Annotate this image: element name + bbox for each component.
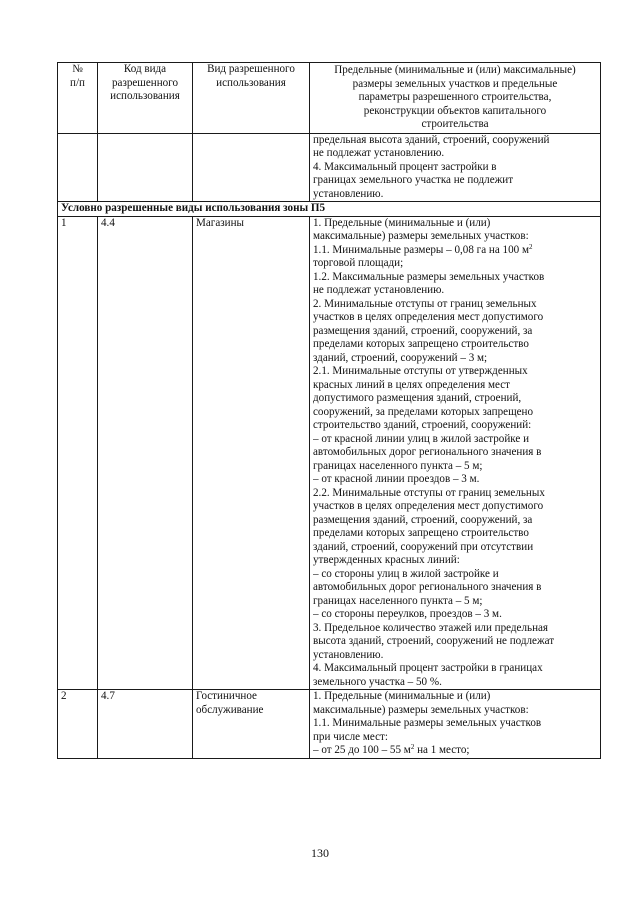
text-line: пределами которых запрещено строительство bbox=[313, 527, 529, 539]
text-line: максимальные) размеры земельных участков: bbox=[313, 230, 529, 242]
empty-cell bbox=[58, 133, 98, 202]
text-line: – со стороны переулков, проездов – 3 м. bbox=[313, 608, 502, 620]
text-line: 3. Предельное количество этажей или предельная bbox=[313, 621, 549, 634]
text-line: не подлежат установлению. bbox=[313, 284, 445, 296]
text-line: высота зданий, строений, сооружений не подлежат bbox=[313, 635, 555, 647]
text-line: размещения зданий, строений, сооружений, за bbox=[313, 513, 533, 526]
text-line: зданий, строений, сооружений – 3 м; bbox=[313, 351, 488, 364]
text-line: установлению. bbox=[313, 648, 384, 661]
text-line: 4. Максимальный процент застройки в границах bbox=[313, 662, 543, 674]
text-line: – от 25 до 100 – 55 $м^2$ на 1 место; bbox=[313, 744, 470, 756]
row-number: 2 bbox=[58, 690, 98, 759]
text-line: 4. Максимальный процент застройки в bbox=[313, 160, 497, 173]
row-parameters bbox=[310, 690, 601, 759]
header-text: параметры разрешенного строительства, bbox=[358, 91, 552, 103]
header-text: размеры земельных участков и предельные bbox=[352, 77, 558, 90]
header-text: п/п bbox=[70, 76, 85, 89]
text-line: 2. Минимальные отступы от границ земельных bbox=[313, 297, 537, 310]
text-line: обслуживание bbox=[196, 703, 264, 716]
text-line: пределами которых запрещено строительство bbox=[313, 338, 529, 350]
header-text: Предельные (минимальные и (или) максимальные) bbox=[334, 64, 576, 76]
header-text: использования bbox=[216, 76, 286, 89]
text-line: земельного участка – 50 %. bbox=[313, 675, 442, 688]
text-line: 1. Предельные (минимальные и (или) bbox=[313, 216, 491, 229]
text-line: – от красной линии улиц в жилой застройке и bbox=[313, 432, 530, 445]
text-line: предельная высота зданий, строений, сооружений bbox=[313, 133, 550, 146]
text-line: автомобильных дорог регионального значения в bbox=[313, 581, 542, 593]
text-line: красных линий в целях определения мест bbox=[313, 378, 510, 391]
header-text: реконструкции объектов капитального bbox=[363, 104, 547, 117]
row-code: 4.4 bbox=[98, 216, 193, 690]
text-line: 1.1. Минимальные размеры – 0,08 га на 100 $м^2$ bbox=[313, 243, 533, 256]
header-text: использования bbox=[110, 90, 180, 102]
text-line: автомобильных дорог регионального значения в bbox=[313, 446, 542, 458]
header-text: Код вида bbox=[123, 63, 167, 75]
text-line: при числе мест: bbox=[313, 730, 388, 743]
header-parameters bbox=[310, 63, 601, 134]
header-text: № bbox=[72, 63, 83, 75]
zoning-table bbox=[57, 62, 601, 759]
empty-cell bbox=[98, 133, 193, 202]
row-use-name bbox=[193, 690, 310, 759]
header-text: разрешенного bbox=[111, 76, 179, 89]
text-line: Гостиничное bbox=[196, 690, 257, 702]
section-row bbox=[58, 202, 601, 217]
text-line: размещения зданий, строений, сооружений, за bbox=[313, 324, 533, 337]
page-number: 130 bbox=[311, 846, 329, 860]
header-text: строительства bbox=[421, 118, 489, 130]
row-number: 1 bbox=[58, 216, 98, 690]
table-header-row bbox=[58, 63, 601, 134]
text-line: границах земельного участка не подлежит bbox=[313, 174, 514, 186]
section-title: Условно разрешенные виды использования зоны П5 bbox=[58, 202, 601, 217]
text-line: строительство зданий, строений, сооружений: bbox=[313, 419, 532, 431]
text-line: 2.1. Минимальные отступы от утвержденных bbox=[313, 365, 528, 377]
table-row bbox=[58, 690, 601, 759]
header-num bbox=[58, 63, 98, 134]
text-line: утвержденных красных линий: bbox=[313, 554, 460, 566]
text-line: 2.2. Минимальные отступы от границ земельных bbox=[313, 486, 545, 499]
text-line: зданий, строений, сооружений при отсутствии bbox=[313, 540, 534, 553]
continuation-row bbox=[58, 133, 601, 202]
text-line: – со стороны улиц в жилой застройке и bbox=[313, 567, 499, 580]
text-line: 1. Предельные (минимальные и (или) bbox=[313, 690, 491, 702]
text-line: сооружений, за пределами которых запрещено bbox=[313, 405, 534, 418]
text-line: границах населенного пункта – 5 м; bbox=[313, 594, 483, 607]
continuation-text bbox=[310, 133, 601, 202]
table-row bbox=[58, 216, 601, 690]
text-line: максимальные) размеры земельных участков: bbox=[313, 703, 529, 716]
row-use-name bbox=[193, 216, 310, 690]
text-line: установлению. bbox=[313, 187, 384, 200]
empty-cell bbox=[193, 133, 310, 202]
text-line: не подлежат установлению. bbox=[313, 147, 445, 159]
text-line: 1.2. Максимальные размеры земельных участков bbox=[313, 270, 545, 283]
text-line: 1.1. Минимальные размеры земельных участков bbox=[313, 717, 542, 729]
row-code: 4.7 bbox=[98, 690, 193, 759]
text-line: Магазины bbox=[196, 216, 244, 229]
header-text: Вид разрешенного bbox=[207, 63, 295, 75]
text-line: торговой площади; bbox=[313, 257, 404, 269]
header-use-type bbox=[193, 63, 310, 134]
text-line: участков в целях определения мест допустимого bbox=[313, 311, 544, 323]
text-line: границах населенного пункта – 5 м; bbox=[313, 459, 483, 472]
text-line: – от красной линии проездов – 3 м. bbox=[313, 473, 480, 485]
row-parameters bbox=[310, 216, 601, 690]
text-line: участков в целях определения мест допустимого bbox=[313, 500, 544, 512]
text-line: допустимого размещения зданий, строений, bbox=[313, 392, 522, 404]
header-code bbox=[98, 63, 193, 134]
